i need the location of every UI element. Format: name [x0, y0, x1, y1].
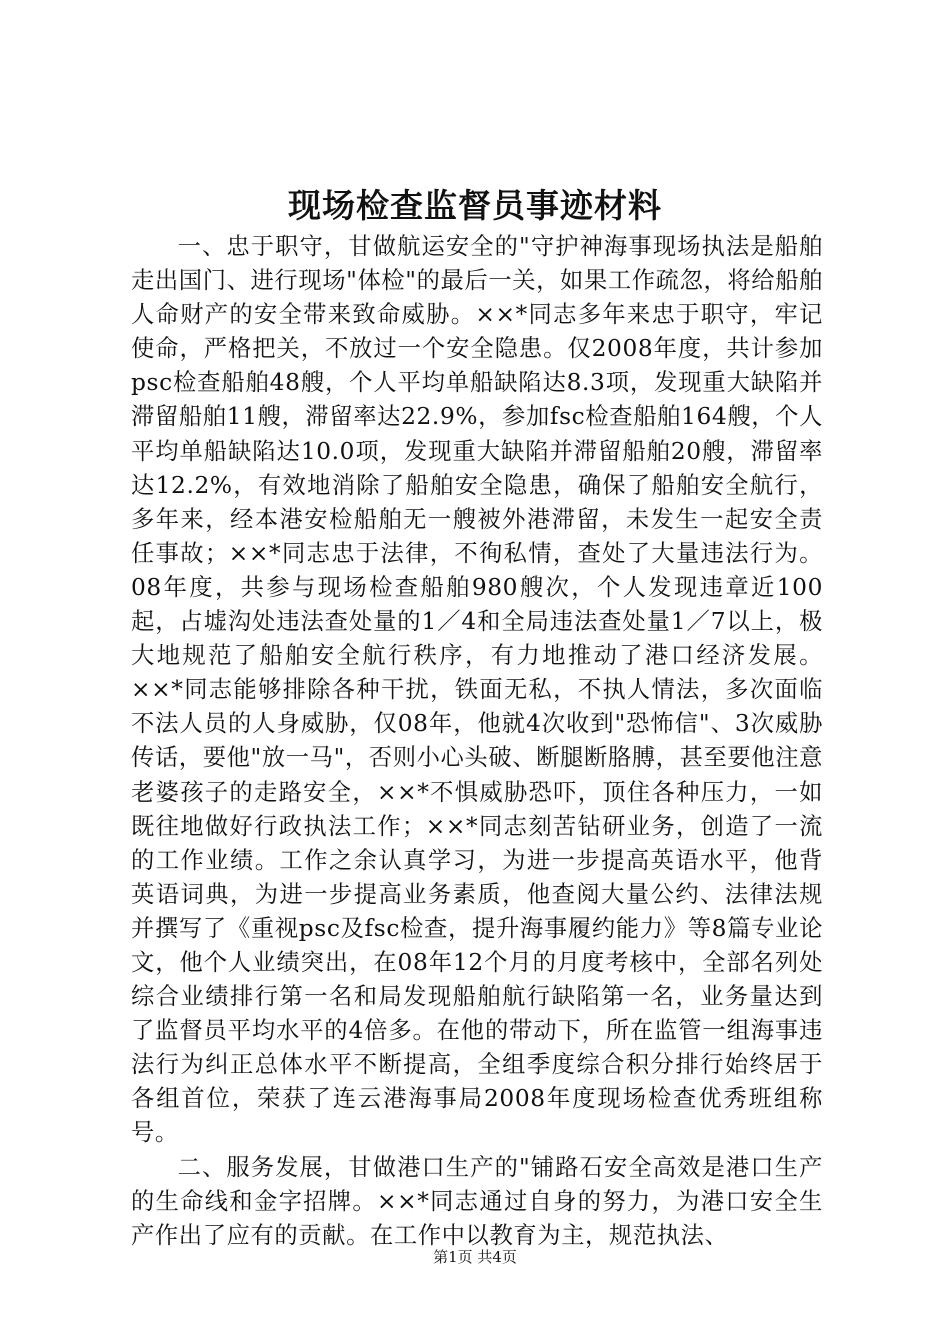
- page-footer: 第1页 共4页: [433, 1248, 517, 1266]
- paragraph-2: 二、服务发展，甘做港口生产的"铺路石安全高效是港口生产的生命线和金字招牌。××*同志通过自身的努力，为港口安全生产作出了应有的贡献。在工作中以教育为主，规范执法、: [131, 1153, 823, 1249]
- document-title: 现场检查监督员事迹材料: [288, 186, 662, 225]
- paragraph-1: 一、忠于职守，甘做航运安全的"守护神海事现场执法是船舶走出国门、进行现场"体检"的最后一关，如果工作疏忽，将给船舶人命财产的安全带来致命威胁。××*同志多年来忠于职守，牢记使命，严格把关，不放过一个安全隐患。仅2008年度，共计参加psc检查船舶48艘，个人平均单船缺陷达8.3项，发现重大缺陷并滞留船舶11艘，滞留率达22.9%，参加fsc检查船舶164艘，个人平均单船缺陷达10.0项，发现重大缺陷并滞留船舶20艘，滞留率达12.2%，有效地消除了船舶安全隐患，确保了船舶安全航行，多年来，经本港安检船舶无一艘被外港滞留，未发生一起安全责任事故；××*同志忠于法律，不徇私情，查处了大量违法行为。08年度，共参与现场检查船舶980艘次，个人发现违章近100起，占墟沟处违法查处量的1／4和全局违法查处量1／7以上，极大地规范了船舶安全航行秩序，有力地推动了港口经济发展。××*同志能够排除各种干扰，铁面无私，不执人情法，多次面临不法人员的人身威胁，仅08年，他就4次收到"恐怖信"、3次威胁传话，要他"放一马"，否则小心头破、断腿断胳膊，甚至要他注意老婆孩子的走路安全，××*不惧威胁恐吓，顶住各种压力，一如既往地做好行政执法工作；××*同志刻苦钻研业务，创造了一流的工作业绩。工作之余认真学习，为进一步提高英语水平，他背英语词典，为进一步提高业务素质，他查阅大量公约、法律法规并撰写了《重视psc及fsc检查，提升海事履约能力》等8篇专业论文，他个人业绩突出，在08年12个月的月度考核中，全部名列处综合业绩排行第一名和局发现船舶航行缺陷第一名，业务量达到了监督员平均水平的4倍多。在他的带动下，所在监管一组海事违法行为纠正总体水平不断提高，全组季度综合积分排行始终居于各组首位，荣获了连云港海事局2008年度现场检查优秀班组称号。: [131, 233, 823, 1147]
- document-body: [131, 230, 823, 1253]
